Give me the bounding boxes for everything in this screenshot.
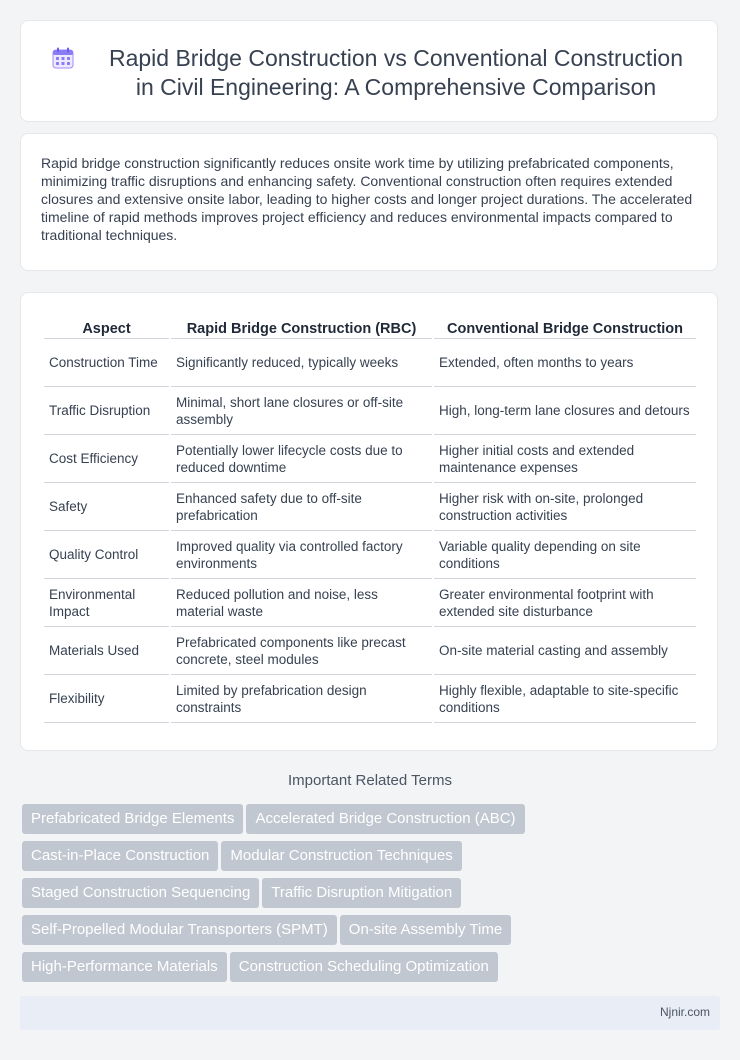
title-card — [20, 20, 718, 122]
cell-aspect: Environmental Impact — [44, 579, 169, 627]
related-term-tag[interactable]: Construction Scheduling Optimization — [230, 952, 498, 982]
table-row — [44, 435, 696, 483]
cell-aspect: Quality Control — [44, 531, 169, 579]
cell-conventional: High, long-term lane closures and detours — [434, 387, 696, 435]
cell-aspect: Cost Efficiency — [44, 435, 169, 483]
related-term-tag[interactable]: Prefabricated Bridge Elements — [22, 804, 243, 834]
page-title — [81, 44, 711, 102]
table-row — [44, 531, 696, 579]
related-terms-list — [22, 804, 722, 989]
comparison-card — [20, 292, 718, 751]
related-terms-heading: Important Related Terms — [288, 772, 452, 789]
table-row — [44, 627, 696, 675]
related-term-tag[interactable]: Traffic Disruption Mitigation — [262, 878, 461, 908]
related-term-tag[interactable]: On-site Assembly Time — [340, 915, 511, 945]
column-header-conventional: Conventional Bridge Construction — [434, 316, 696, 339]
cell-rbc: Enhanced safety due to off-site prefabrication — [171, 483, 432, 531]
related-term-tag[interactable]: Self-Propelled Modular Transporters (SPMT) — [22, 915, 337, 945]
cell-rbc: Significantly reduced, typically weeks — [171, 339, 432, 387]
intro-paragraph: Rapid bridge construction significantly reduces onsite work time by utilizing prefabricated components, minimizing traffic disruptions and enhancing safety. Conventional construction often requires extended closures and extensive onsite labor, leading to higher costs and longer project durations. The accelerated timeline of rapid methods improves project efficiency and reduces environmental impacts compared to traditional techniques. — [41, 155, 693, 243]
table-header-row — [44, 316, 696, 339]
related-term-tag[interactable]: Accelerated Bridge Construction (ABC) — [246, 804, 524, 834]
cell-conventional: Higher initial costs and extended maintenance expenses — [434, 435, 696, 483]
related-term-tag[interactable]: Cast-in-Place Construction — [22, 841, 218, 871]
cell-rbc: Potentially lower lifecycle costs due to reduced downtime — [171, 435, 432, 483]
table-row — [44, 483, 696, 531]
related-term-tag[interactable]: Modular Construction Techniques — [221, 841, 461, 871]
page-title-line-1: Rapid Bridge Construction vs Conventional Construction — [108, 45, 684, 71]
cell-aspect: Safety — [44, 483, 169, 531]
cell-conventional: Highly flexible, adaptable to site-specific conditions — [434, 675, 696, 723]
cell-conventional: Extended, often months to years — [434, 339, 696, 387]
cell-rbc: Minimal, short lane closures or off-site assembly — [171, 387, 432, 435]
table-row — [44, 339, 696, 387]
table-row — [44, 579, 696, 627]
column-header-rbc: Rapid Bridge Construction (RBC) — [171, 316, 432, 339]
page-title-line-2: in Civil Engineering: A Comprehensive Comparison — [135, 74, 657, 100]
cell-conventional: Higher risk with on-site, prolonged construction activities — [434, 483, 696, 531]
intro-card — [20, 133, 718, 271]
related-term-tag[interactable]: Staged Construction Sequencing — [22, 878, 259, 908]
cell-aspect: Materials Used — [44, 627, 169, 675]
cell-conventional: Greater environmental footprint with extended site disturbance — [434, 579, 696, 627]
calendar-icon — [51, 46, 75, 70]
cell-aspect: Flexibility — [44, 675, 169, 723]
cell-rbc: Improved quality via controlled factory environments — [171, 531, 432, 579]
cell-aspect: Construction Time — [44, 339, 169, 387]
table-row — [44, 387, 696, 435]
comparison-table — [42, 316, 698, 723]
cell-conventional: On-site material casting and assembly — [434, 627, 696, 675]
table-row — [44, 675, 696, 723]
cell-rbc: Reduced pollution and noise, less material waste — [171, 579, 432, 627]
footer — [20, 996, 720, 1030]
related-term-tag[interactable]: High-Performance Materials — [22, 952, 227, 982]
cell-aspect: Traffic Disruption — [44, 387, 169, 435]
column-header-aspect: Aspect — [44, 316, 169, 339]
cell-rbc: Prefabricated components like precast concrete, steel modules — [171, 627, 432, 675]
footer-site-link[interactable]: Njnir.com — [659, 1005, 710, 1019]
cell-rbc: Limited by prefabrication design constraints — [171, 675, 432, 723]
cell-conventional: Variable quality depending on site conditions — [434, 531, 696, 579]
